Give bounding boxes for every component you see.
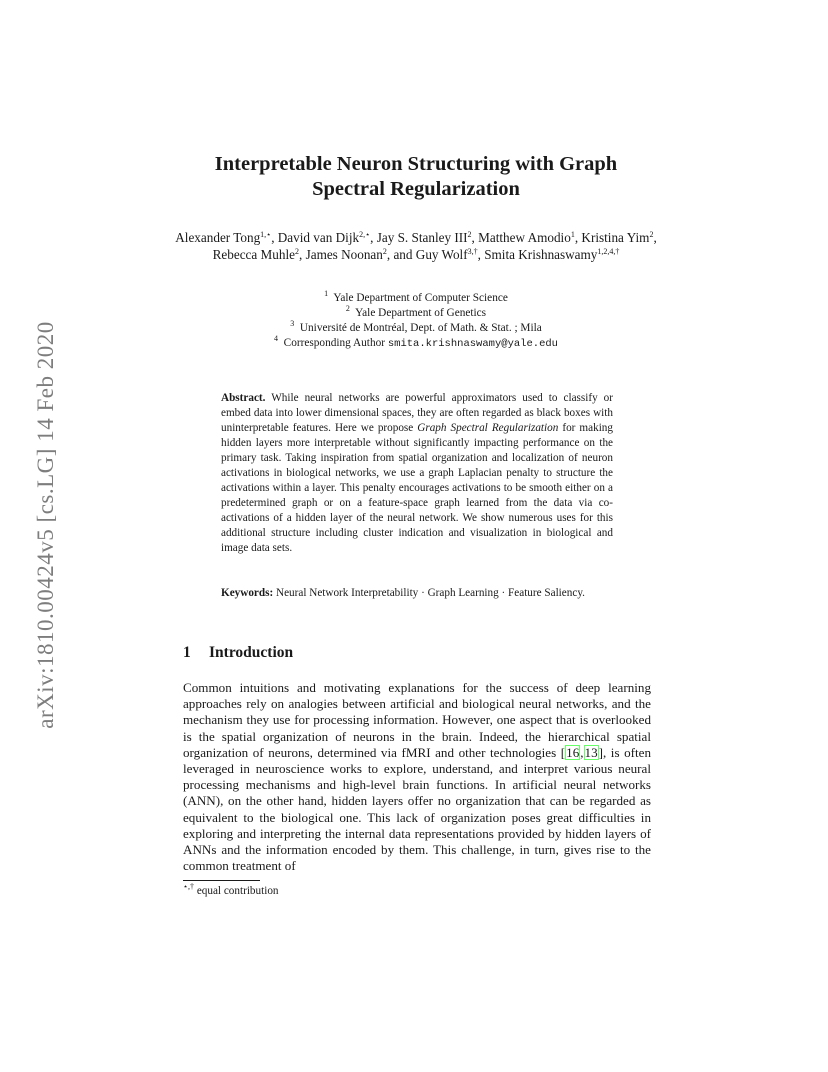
affiliation-3: $^3$ Université de Montréal, Dept. of Math. & Stat. ; Mila — [290, 319, 542, 334]
title-line-1: Interpretable Neuron Structuring with Graph — [214, 153, 618, 175]
keywords-label: Keywords: — [221, 587, 274, 599]
author-amodio-sup: 1 — [570, 230, 575, 239]
citation-link-16[interactable]: 16 — [566, 744, 580, 760]
author-muhle-sup: 2 — [294, 246, 299, 256]
author-tong-sup: 1,⋆ — [260, 230, 272, 239]
abstract-text-1: While neural networks are powerful approximators used to classify or embed data into lower dimensional spaces, they are often regarded as black boxes with uninterpretable features. Here we propose — [221, 392, 613, 434]
abstract — [221, 391, 613, 556]
footnote-text: equal contribution — [194, 885, 279, 897]
abstract-emphasis: Graph Spectral Regularization — [417, 422, 559, 434]
author-wolf-sup: 3,† — [467, 246, 478, 256]
author-vandijk-sup: 2,⋆ — [359, 230, 371, 239]
intro-text-1: Common intuitions and motivating explanations for the success of deep learning approaches rely on analogies between artificial and biological neural networks, and the mechanism they use for processing information. However, one aspect that is overlooked is the spatial organization of neurons in the brain. Indeed, the hierarchical spatial organization of neurons, determined via fMRI and other technologies — [183, 680, 651, 760]
footnote-rule — [183, 880, 260, 881]
author-krishnaswamy: , Smita Krishnaswamy — [477, 246, 598, 262]
citation-open: [ — [560, 744, 566, 760]
author-krishnaswamy-sup: 1,2,4,† — [597, 246, 620, 256]
footnote-marks: ⋆,† — [183, 882, 195, 891]
section-title: Introduction — [209, 644, 294, 661]
affiliation-4: $^4$ Corresponding Author smita.krishnaswamy@yale.edu — [274, 334, 558, 350]
author-yim: , Kristina Yim — [574, 230, 650, 245]
author-stanley: , Jay S. Stanley III — [370, 230, 468, 245]
author-noonan: , James Noonan — [298, 246, 383, 262]
footnote — [183, 884, 279, 899]
corresponding-email[interactable]: smita.krishnaswamy@yale.edu — [387, 338, 558, 350]
citation-sep: , — [580, 744, 584, 760]
author-wolf: , and Guy Wolf — [386, 246, 468, 262]
intro-text-2: , is often leveraged in neuroscience works to explore, understand, and interpret various neural processing mechanisms and high-level brain functions. In artificial neural networks (ANN), on the other hand, hidden layers offer no organization that can be regarded as equivalent to the biological one. This lack of organization poses great difficulties in exploring and interpreting the internal data representations provided by hidden layers of ANNs and the information encoded by them. This challenge, in turn, gives rise to the common treatment of — [183, 744, 651, 874]
affiliation-1: $^1$ Yale Department of Computer Science — [324, 289, 508, 304]
author-tong: Alexander Tong — [175, 230, 261, 245]
section-heading — [183, 643, 293, 663]
affiliation-2: $^2$ Yale Department of Genetics — [345, 304, 487, 319]
citation-link-13[interactable]: 13 — [584, 744, 598, 760]
abstract-text-2: for making hidden layers more interpretable without significantly impacting performance on the primary task. Taking inspiration from spatial organization and localization of neuron activations in biological networks, we use a graph Laplacian penalty to structure the activations within a layer. This penalty encourages activations to be smooth either on a predetermined graph or on a feature-space graph learned from the data via co-activations of a hidden layer of the neural network. We show numerous uses for this additional structure including cluster indication and visualization in biological and image data sets. — [221, 422, 613, 554]
paper-title — [140, 152, 692, 202]
author-list — [170, 230, 662, 263]
author-stanley-sup: 2 — [467, 230, 472, 239]
affiliations — [200, 291, 632, 352]
author-amodio: , Matthew Amodio — [471, 230, 571, 245]
author-muhle: , Rebecca Muhle — [212, 230, 657, 262]
intro-paragraph — [183, 680, 651, 874]
keywords — [221, 586, 613, 601]
author-vandijk: , David van Dijk — [271, 230, 360, 245]
title-line-2: Spectral Regularization — [312, 178, 520, 200]
keywords-text: Neural Network Interpretability · Graph Learning · Feature Saliency. — [273, 587, 585, 599]
abstract-label: Abstract. — [221, 392, 266, 404]
author-yim-sup: 2 — [649, 230, 654, 239]
arxiv-stamp: arXiv:1810.00424v5 [cs.LG] 14 Feb 2020 — [33, 321, 58, 729]
section-number: 1 — [183, 644, 191, 661]
citation-close: ] — [598, 744, 603, 760]
author-noonan-sup: 2 — [382, 246, 387, 256]
